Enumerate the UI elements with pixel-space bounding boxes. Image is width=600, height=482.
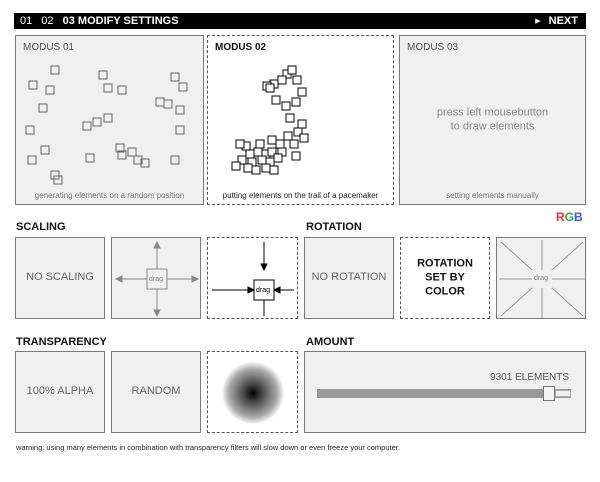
rgb-b-letter: B [574,210,583,224]
modus-03-title: MODUS 03 [407,42,459,53]
step-navigation [20,15,185,27]
next-button[interactable] [535,15,578,27]
rgb-toggle[interactable] [556,210,583,224]
no-scaling-option[interactable] [15,237,105,319]
rgb-r-letter: R [556,210,565,224]
no-rotation-label: NO ROTATION [311,271,387,284]
amount-slider-handle[interactable] [543,386,555,401]
gradient-alpha-option[interactable] [207,351,298,433]
top-bar [14,13,586,29]
amount-slider-track[interactable] [317,389,571,398]
scaling-drag-option[interactable] [111,237,201,319]
modus-01-panel[interactable] [15,35,204,205]
scaling-drag-selected-option[interactable] [207,237,298,319]
random-alpha-label: RANDOM [131,385,181,398]
radial-gradient-preview [222,362,284,424]
rotation-drag-option[interactable] [496,237,586,319]
rgb-g-letter: G [564,210,575,224]
amount-value: 9301 ELEMENTS [490,372,569,383]
scaling-inward-arrows-icon [208,238,299,320]
next-label: NEXT [548,15,578,27]
no-scaling-label: NO SCALING [26,271,94,284]
modus-01-title: MODUS 01 [23,42,75,53]
rotation-heading: ROTATION [306,221,362,233]
modus-01-caption: generating elements on a random position [34,191,185,200]
modus-02-title: MODUS 02 [215,42,267,53]
scaling-heading: SCALING [16,221,66,233]
scaling-drag-label: drag [149,276,164,283]
rotation-by-color-label: ROTATION SET BY COLOR [417,257,473,297]
amount-panel [304,351,586,433]
modus-02-panel[interactable] [207,35,394,205]
transparency-heading: TRANSPARENCY [16,336,107,348]
modus-03-instruction: press left mousebutton to draw elements [436,106,549,132]
step-02-link[interactable]: 02 [41,15,54,27]
amount-heading: AMOUNT [306,336,355,348]
rotation-by-color-option[interactable] [400,237,490,319]
pacemaker-trail-preview [208,36,395,206]
amount-slider-remainder [555,390,571,397]
current-step-title: 03 MODIFY SETTINGS [62,15,179,27]
rotation-drag-label: drag [534,275,549,282]
no-rotation-option[interactable] [304,237,394,319]
full-alpha-label: 100% ALPHA [26,385,94,398]
modus-03-caption: setting elements manually [446,191,539,200]
random-alpha-option[interactable] [111,351,201,433]
modus-02-caption: putting elements on the trail of a pacemaker [222,191,379,200]
full-alpha-option[interactable] [15,351,105,433]
performance-warning: warning: using many elements in combination with transparency filters will slow down or even freeze your computer. [16,443,400,452]
random-elements-preview [16,36,205,206]
play-arrow-icon: ▶ [535,18,541,25]
scaling-drag-label-selected: drag [256,287,271,294]
step-01-link[interactable]: 01 [20,15,33,27]
modus-03-panel[interactable] [399,35,586,205]
